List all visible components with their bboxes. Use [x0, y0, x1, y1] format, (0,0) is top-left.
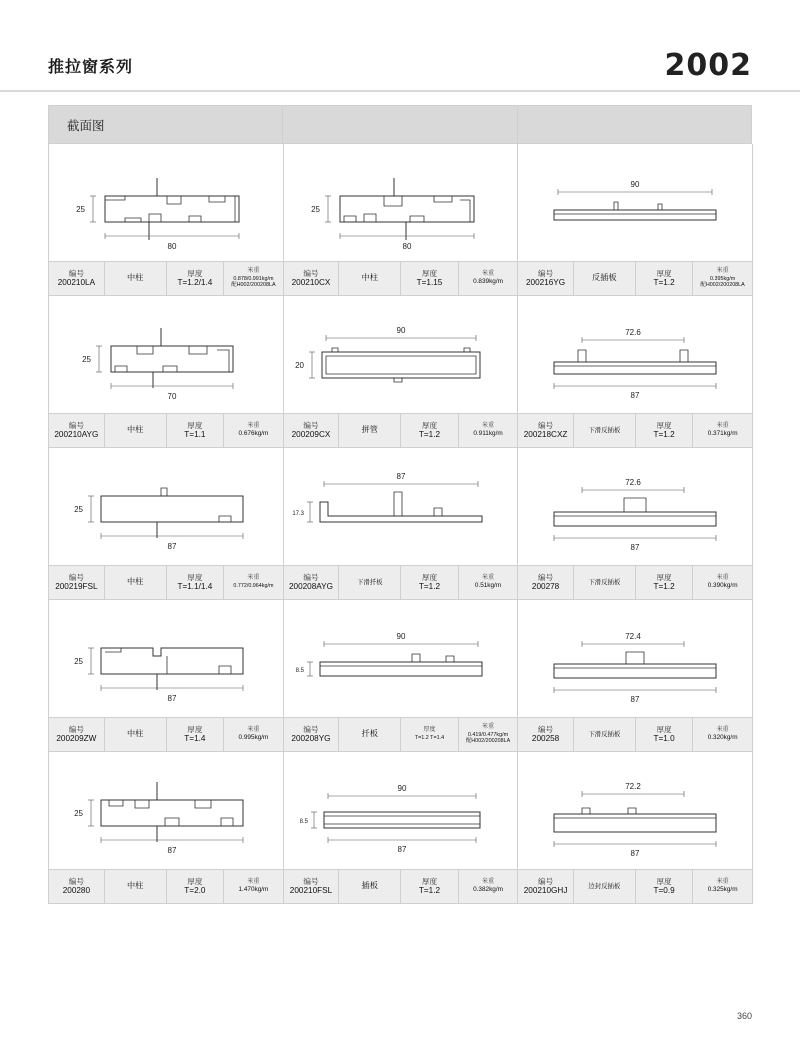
spec-thickness — [636, 870, 694, 903]
spec-weight — [459, 870, 517, 903]
spec-weight — [693, 870, 751, 903]
spec-code-value: 200210LA — [57, 278, 96, 288]
spec-thickness — [401, 566, 459, 599]
spec-row — [284, 414, 518, 448]
profile-drawing — [518, 296, 752, 414]
dim-bottom: 87 — [630, 849, 640, 858]
spec-thickness — [636, 566, 694, 599]
spec-weight-value: 0.419/0.477kg/m — [467, 731, 509, 738]
profile-drawing — [518, 752, 752, 870]
spec-thickness-label: 厚度 — [423, 727, 436, 734]
spec-thickness — [636, 262, 694, 295]
spec-code-value: 200258 — [531, 734, 560, 744]
profile-drawing — [284, 448, 518, 566]
dim-left: 8.5 — [295, 668, 304, 674]
spec-code-value: 200209CX — [291, 430, 331, 440]
spec-thickness-value: T=2.0 — [184, 886, 206, 896]
spec-weight-label: 米重 — [247, 422, 260, 429]
spec-thickness-label: 厚度 — [421, 572, 438, 582]
spec-weight-value: 0.839kg/m — [473, 278, 503, 286]
spec-code-label: 编号 — [537, 268, 554, 278]
spec-code — [518, 566, 574, 599]
spec-name — [105, 566, 167, 599]
spec-name-value: 中柱 — [126, 881, 144, 891]
spec-weight-value: 0.911kg/m — [473, 430, 503, 438]
spec-code — [284, 718, 340, 751]
section-title-cell-2 — [283, 106, 517, 144]
spec-code-label: 编号 — [537, 572, 554, 582]
profile-row — [49, 752, 752, 904]
spec-row — [518, 414, 752, 448]
profile-cell — [284, 448, 519, 600]
spec-code-value: 200208YG — [291, 734, 331, 744]
dim-left: 8.5 — [299, 819, 308, 825]
spec-row — [518, 870, 752, 904]
spec-thickness-value: T=1.2/1.4 — [177, 278, 213, 288]
spec-thickness-label: 厚度 — [187, 420, 203, 430]
spec-thickness — [167, 566, 225, 599]
spec-row — [284, 262, 518, 296]
spec-weight — [224, 718, 282, 751]
spec-name-value: 下滑扦板 — [356, 578, 383, 586]
spec-code-label: 编号 — [303, 268, 319, 278]
profile-drawing — [284, 296, 518, 414]
spec-thickness — [636, 718, 694, 751]
spec-code-label: 编号 — [303, 724, 319, 734]
spec-name-value: 扦板 — [361, 729, 378, 739]
profile-cell — [49, 752, 284, 904]
spec-thickness-label: 厚度 — [656, 724, 672, 734]
spec-weight-value: 0.51kg/m — [474, 582, 502, 590]
spec-code — [49, 718, 105, 751]
profile-cell — [49, 296, 284, 448]
profile-row — [49, 144, 752, 296]
spec-weight — [224, 414, 282, 447]
dim-left: 25 — [76, 205, 85, 214]
spec-weight — [224, 262, 282, 295]
spec-thickness — [401, 718, 459, 751]
profile-drawing — [284, 752, 518, 870]
spec-weight-value: 0.325kg/m — [707, 886, 738, 894]
dim-bottom: 80 — [402, 242, 412, 251]
spec-code-value: 200210CX — [291, 278, 331, 288]
spec-thickness-value: T=1.2 — [653, 278, 675, 288]
spec-weight-label: 米重 — [482, 422, 495, 429]
profile-drawing — [49, 296, 283, 414]
profile-drawing — [284, 600, 518, 718]
dim-top: 87 — [396, 472, 406, 481]
spec-weight — [459, 262, 517, 295]
spec-weight — [693, 262, 751, 295]
spec-thickness-label: 厚度 — [656, 268, 672, 278]
profile-cell — [518, 144, 753, 296]
spec-weight-label: 米重 — [716, 878, 729, 885]
spec-code — [284, 566, 340, 599]
spec-name — [339, 414, 401, 447]
dim-left: 25 — [74, 657, 83, 666]
spec-weight-label: 米重 — [247, 575, 260, 582]
spec-code — [284, 870, 340, 903]
spec-weight — [693, 414, 751, 447]
spec-name-value: 下滑反插板 — [588, 426, 621, 434]
spec-thickness-value: T=1.2 — [418, 430, 441, 440]
spec-weight-label: 米重 — [482, 878, 495, 885]
profile-drawing — [49, 752, 283, 870]
spec-row — [518, 718, 752, 752]
spec-code-label: 编号 — [68, 724, 84, 734]
dim-bottom: 80 — [167, 242, 177, 251]
spec-name — [574, 414, 636, 447]
spec-thickness — [401, 262, 459, 295]
spec-thickness-label: 厚度 — [656, 876, 672, 886]
profile-cell — [518, 448, 753, 600]
spec-row — [518, 262, 752, 296]
spec-code-label: 编号 — [68, 420, 84, 430]
spec-name-value: 反插板 — [592, 273, 617, 283]
spec-note: 配H002/200208LA — [231, 282, 276, 289]
spec-code — [518, 414, 574, 447]
spec-weight-label: 米重 — [482, 574, 495, 581]
spec-code-label: 编号 — [303, 876, 319, 886]
page-number: 360 — [736, 1011, 752, 1021]
dim-left: 17.3 — [291, 511, 304, 517]
spec-weight — [459, 414, 517, 447]
spec-weight-label: 米重 — [247, 268, 260, 274]
spec-code-label: 编号 — [68, 572, 84, 582]
spec-note: 配H002/200208LA — [700, 282, 745, 289]
spec-code-value: 200218CXZ — [523, 430, 568, 440]
spec-thickness-value: T=1.0 — [653, 734, 675, 744]
spec-code-label: 编号 — [537, 876, 554, 886]
spec-weight-value: 0.382kg/m — [473, 886, 503, 894]
spec-weight-label: 米重 — [482, 724, 495, 730]
spec-row — [284, 566, 518, 600]
profile-drawing — [49, 600, 283, 718]
spec-code-value: 200209ZW — [56, 734, 97, 744]
spec-row — [49, 414, 283, 448]
spec-name-value: 中柱 — [126, 273, 144, 283]
spec-code-label: 编号 — [537, 420, 554, 430]
spec-code-label: 编号 — [537, 724, 554, 734]
spec-code-value: 200278 — [531, 582, 560, 592]
spec-thickness-label: 厚度 — [421, 876, 438, 886]
spec-code — [49, 566, 105, 599]
dim-top: 72.4 — [625, 632, 641, 641]
spec-code-value: 200208AYG — [288, 582, 333, 592]
spec-name — [339, 718, 401, 751]
spec-thickness-value: T=1.2 — [653, 430, 675, 440]
dim-bottom: 87 — [167, 542, 177, 551]
spec-thickness-value: T=0.9 — [653, 886, 675, 896]
spec-weight — [693, 566, 751, 599]
profile-cell — [49, 600, 284, 752]
page-title: 推拉窗系列 — [48, 59, 134, 76]
spec-name — [574, 566, 636, 599]
spec-name-value: 边封反插板 — [588, 882, 621, 890]
spec-code-value: 200216YG — [525, 278, 566, 288]
dim-bottom: 87 — [397, 845, 407, 854]
profile-cell — [49, 144, 284, 296]
profile-row — [49, 600, 752, 752]
spec-weight — [224, 566, 282, 599]
spec-name-value: 中柱 — [361, 273, 378, 283]
spec-weight-value: 0.390kg/m — [707, 582, 738, 590]
spec-code — [49, 414, 105, 447]
spec-code-label: 编号 — [68, 268, 84, 278]
spec-name — [574, 718, 636, 751]
profile-cell — [284, 752, 519, 904]
spec-code-value: 200219FSL — [55, 582, 98, 592]
spec-thickness — [636, 414, 694, 447]
spec-weight-value: 0.320kg/m — [707, 734, 738, 742]
dim-top: 72.6 — [625, 328, 641, 337]
dim-top: 90 — [397, 784, 407, 793]
dim-bottom: 87 — [167, 694, 177, 703]
spec-weight-label: 米重 — [716, 574, 729, 581]
spec-thickness — [401, 870, 459, 903]
spec-thickness-label: 厚度 — [187, 724, 203, 734]
spec-name — [339, 262, 401, 295]
profile-drawing — [284, 144, 518, 262]
page-header — [0, 0, 800, 92]
spec-name — [574, 870, 636, 903]
dim-left: 25 — [82, 355, 91, 364]
spec-name-value: 中柱 — [126, 425, 144, 435]
spec-row — [49, 718, 283, 752]
spec-weight-value: 0.878/0.991kg/m — [233, 275, 274, 282]
section-title-cell-3 — [518, 106, 752, 144]
spec-name — [105, 870, 167, 903]
spec-row — [284, 718, 518, 752]
spec-code — [518, 718, 574, 751]
spec-code — [284, 414, 340, 447]
spec-weight-value: 0.995kg/m — [238, 734, 269, 742]
spec-code — [518, 870, 574, 903]
spec-name-value: 中柱 — [126, 729, 144, 739]
spec-thickness-label: 厚度 — [656, 572, 672, 582]
spec-weight-value: 0.371kg/m — [707, 430, 738, 438]
dim-bottom: 87 — [167, 846, 177, 855]
spec-row — [49, 262, 283, 296]
spec-name — [105, 262, 167, 295]
spec-thickness-value: T=1.2 T=1.4 — [414, 734, 445, 741]
dim-bottom: 87 — [630, 543, 640, 552]
spec-code-value: 200280 — [62, 886, 91, 896]
dim-top: 90 — [630, 180, 640, 189]
spec-name-value: 下滑反插板 — [588, 578, 621, 586]
spec-name-value: 拼管 — [361, 425, 378, 435]
spec-weight-value: 0.395kg/m — [710, 275, 736, 282]
spec-thickness — [167, 718, 225, 751]
profile-drawing — [518, 448, 752, 566]
spec-thickness-label: 厚度 — [187, 572, 203, 582]
profile-cell — [518, 752, 753, 904]
dim-top: 72.6 — [625, 478, 641, 487]
profile-drawing — [518, 600, 752, 718]
spec-thickness — [167, 262, 225, 295]
spec-code-value: 200210FSL — [289, 886, 333, 896]
spec-code — [49, 870, 105, 903]
header-divider — [0, 90, 800, 92]
spec-name-value: 插板 — [361, 881, 378, 891]
dim-bottom: 87 — [630, 391, 640, 400]
spec-code-label: 编号 — [303, 572, 319, 582]
spec-code-label: 编号 — [303, 420, 319, 430]
spec-thickness-value: T=1.2 — [418, 886, 441, 896]
spec-name — [574, 262, 636, 295]
spec-name — [105, 414, 167, 447]
spec-thickness-label: 厚度 — [421, 268, 438, 278]
dim-left: 25 — [74, 809, 83, 818]
spec-row — [518, 566, 752, 600]
dim-bottom: 70 — [167, 392, 177, 401]
spec-thickness-label: 厚度 — [187, 268, 203, 278]
spec-thickness-value: T=1.15 — [416, 278, 443, 288]
dim-top: 90 — [396, 326, 406, 335]
profile-cell — [284, 144, 519, 296]
spec-note: 配H002/200208LA — [465, 738, 511, 745]
spec-weight-label: 米重 — [716, 726, 729, 733]
dim-bottom: 87 — [630, 695, 640, 704]
spec-thickness — [167, 870, 225, 903]
spec-weight-value: 0.772/0.964kg/m — [233, 582, 274, 589]
profile-cell — [284, 600, 519, 752]
series-number: 2002 — [664, 48, 752, 83]
profile-cell — [49, 448, 284, 600]
spec-name-value: 中柱 — [126, 577, 144, 587]
spec-code-value: 200210AYG — [54, 430, 99, 440]
section-title-cell: 截面图 — [49, 106, 283, 144]
spec-code-label: 编号 — [68, 876, 84, 886]
spec-weight — [459, 718, 517, 751]
spec-row — [49, 566, 283, 600]
dim-left: 25 — [74, 505, 83, 514]
spec-weight-label: 米重 — [716, 422, 729, 429]
profile-drawing — [49, 144, 283, 262]
spec-weight-value: 0.676kg/m — [238, 430, 269, 438]
spec-name — [339, 870, 401, 903]
dim-left: 20 — [294, 361, 304, 370]
profile-drawing — [518, 144, 752, 262]
spec-weight — [693, 718, 751, 751]
spec-weight-label: 米重 — [716, 268, 729, 274]
spec-row — [284, 870, 518, 904]
spec-thickness-label: 厚度 — [187, 876, 203, 886]
spec-weight-label: 米重 — [247, 878, 260, 885]
spec-weight-label: 米重 — [247, 726, 260, 733]
spec-thickness-value: T=1.1/1.4 — [177, 582, 213, 592]
profile-grid — [48, 105, 752, 904]
profile-row — [49, 296, 752, 448]
spec-name — [339, 566, 401, 599]
profile-drawing — [49, 448, 283, 566]
dim-top: 90 — [396, 632, 406, 641]
spec-code — [49, 262, 105, 295]
spec-thickness-label: 厚度 — [656, 420, 672, 430]
dim-top: 72.2 — [625, 782, 641, 791]
spec-code-value: 200210GHJ — [523, 886, 568, 896]
spec-weight — [224, 870, 282, 903]
spec-thickness — [167, 414, 225, 447]
dim-left: 25 — [310, 205, 320, 214]
grid-title-row — [49, 106, 752, 144]
spec-thickness-label: 厚度 — [421, 420, 438, 430]
profile-cell — [284, 296, 519, 448]
spec-thickness-value: T=1.2 — [653, 582, 675, 592]
spec-thickness-value: T=1.4 — [184, 734, 206, 744]
spec-code — [518, 262, 574, 295]
spec-name — [105, 718, 167, 751]
spec-weight-label: 米重 — [482, 270, 495, 277]
profile-row — [49, 448, 752, 600]
spec-thickness-value: T=1.1 — [184, 430, 206, 440]
spec-weight-value: 1.470kg/m — [238, 886, 269, 894]
spec-code — [284, 262, 340, 295]
spec-thickness-value: T=1.2 — [418, 582, 441, 592]
profile-cell — [518, 600, 753, 752]
spec-weight — [459, 566, 517, 599]
spec-thickness — [401, 414, 459, 447]
profile-cell — [518, 296, 753, 448]
spec-name-value: 下滑反插板 — [588, 730, 621, 738]
spec-row — [49, 870, 283, 904]
